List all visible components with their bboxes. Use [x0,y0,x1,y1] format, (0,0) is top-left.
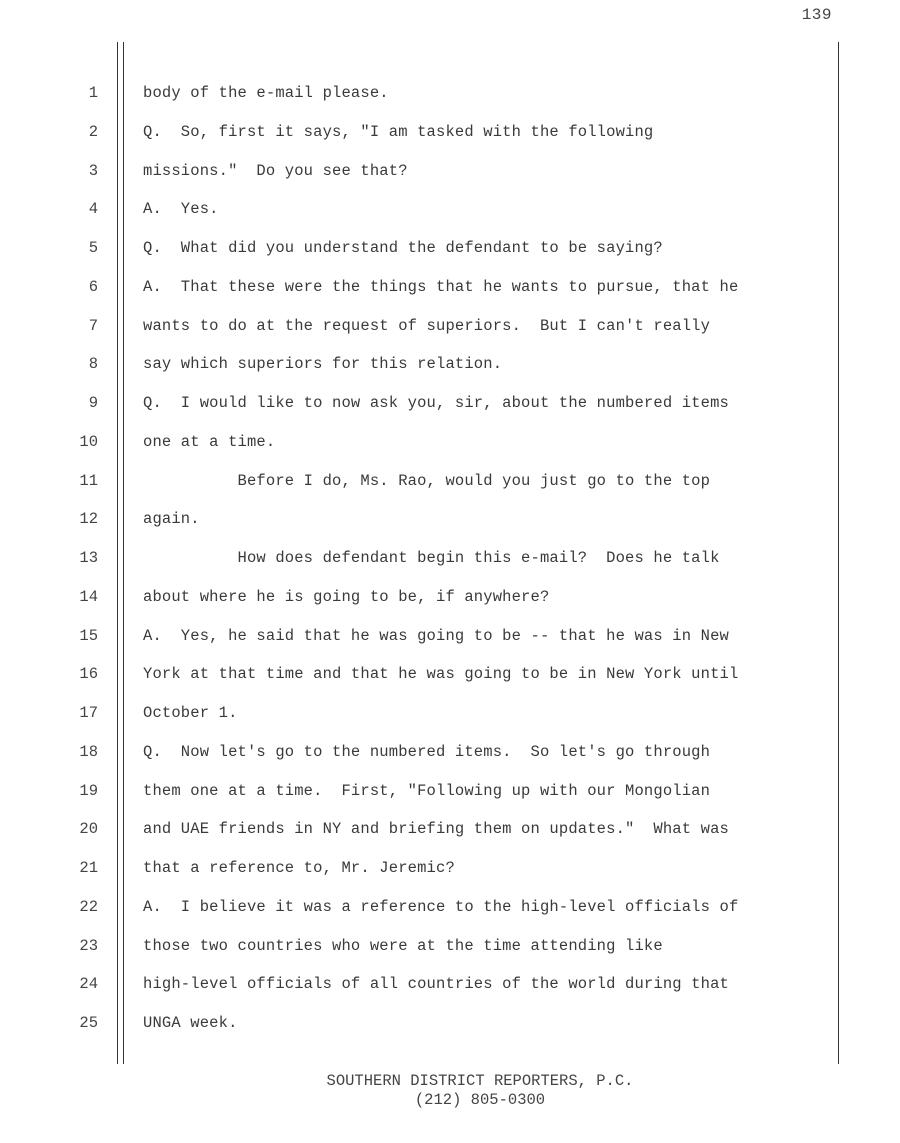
line-text: Q. Now let's go to the numbered items. So let's go through [143,742,711,761]
line-text: York at that time and that he was going to be in New York until [143,665,739,684]
transcript-line [0,231,900,270]
line-text: that a reference to, Mr. Jeremic? [143,859,455,877]
line-number: 16 [79,665,98,684]
line-number: 10 [79,432,98,451]
line-text: and UAE friends in NY and briefing them on updates." What was [143,820,729,839]
line-text: them one at a time. First, "Following up with our Mongolian [143,781,711,800]
transcript-line [0,309,900,348]
transcript-line [0,812,900,851]
line-number: 1 [88,84,98,102]
transcript-line [0,76,900,115]
page-number: 139 [801,6,832,24]
transcript-line [0,347,900,386]
line-number: 21 [79,859,98,877]
transcript-line [0,890,900,929]
transcript-line [0,502,900,541]
reporter-name: SOUTHERN DISTRICT REPORTERS, P.C. [326,1072,634,1090]
line-text: A. Yes, he said that he was going to be -- that he was in New [143,626,729,645]
line-text: again. [143,510,200,529]
line-number: 15 [79,626,98,645]
line-text: missions." Do you see that? [143,161,408,180]
line-number: 2 [88,122,98,141]
transcript-line [0,386,900,425]
line-number: 8 [88,355,98,374]
line-number: 24 [79,975,98,994]
line-number: 12 [79,510,98,529]
line-number: 11 [79,471,98,490]
line-number: 14 [79,587,98,606]
line-number: 19 [79,781,98,800]
line-text: high-level officials of all countries of the world during that [143,975,729,994]
transcript-line [0,967,900,1006]
line-text: about where he is going to be, if anywhere? [143,587,550,606]
line-text: Q. So, first it says, "I am tasked with the following [143,122,654,141]
line-text: A. Yes. [143,200,219,219]
line-number: 22 [79,897,98,916]
transcript-line [0,541,900,580]
line-number: 6 [88,277,98,296]
line-number: 7 [88,316,98,335]
transcript-line [0,464,900,503]
transcript-line [0,154,900,193]
line-text: say which superiors for this relation. [143,355,503,374]
line-text: October 1. [143,704,238,722]
transcript-line [0,192,900,231]
transcript-line [0,929,900,968]
transcript-lines [0,76,900,1045]
transcript-line [0,696,900,735]
line-number: 17 [79,704,98,722]
transcript-line [0,774,900,813]
line-text: one at a time. [143,432,276,451]
line-number: 18 [79,742,98,761]
transcript-line [0,425,900,464]
line-text: wants to do at the request of superiors. But I can't really [143,316,711,335]
line-number: 20 [79,820,98,839]
footer [0,1072,900,1110]
line-text: A. I believe it was a reference to the high-level officials of [143,897,739,916]
line-text: those two countries who were at the time attending like [143,936,663,955]
line-text: How does defendant begin this e-mail? Does he talk [143,549,720,567]
line-number: 9 [88,394,98,412]
line-text: Before I do, Ms. Rao, would you just go to the top [143,471,711,490]
transcript-line [0,851,900,890]
line-number: 13 [79,549,98,567]
transcript-line [0,619,900,658]
transcript-line [0,115,900,154]
line-number: 4 [88,200,98,219]
line-number: 3 [88,161,98,180]
line-text: Q. What did you understand the defendant to be saying? [143,239,663,257]
transcript-line [0,1006,900,1045]
transcript-line [0,270,900,309]
transcript-line [0,657,900,696]
line-text: Q. I would like to now ask you, sir, about the numbered items [143,394,729,412]
line-text: A. That these were the things that he wants to pursue, that he [143,277,739,296]
reporter-phone: (212) 805-0300 [414,1091,546,1109]
line-number: 5 [88,239,98,257]
transcript-line [0,735,900,774]
transcript-line [0,580,900,619]
line-text: UNGA week. [143,1014,238,1032]
line-number: 23 [79,936,98,955]
line-number: 25 [79,1014,98,1032]
line-text: body of the e-mail please. [143,84,389,102]
